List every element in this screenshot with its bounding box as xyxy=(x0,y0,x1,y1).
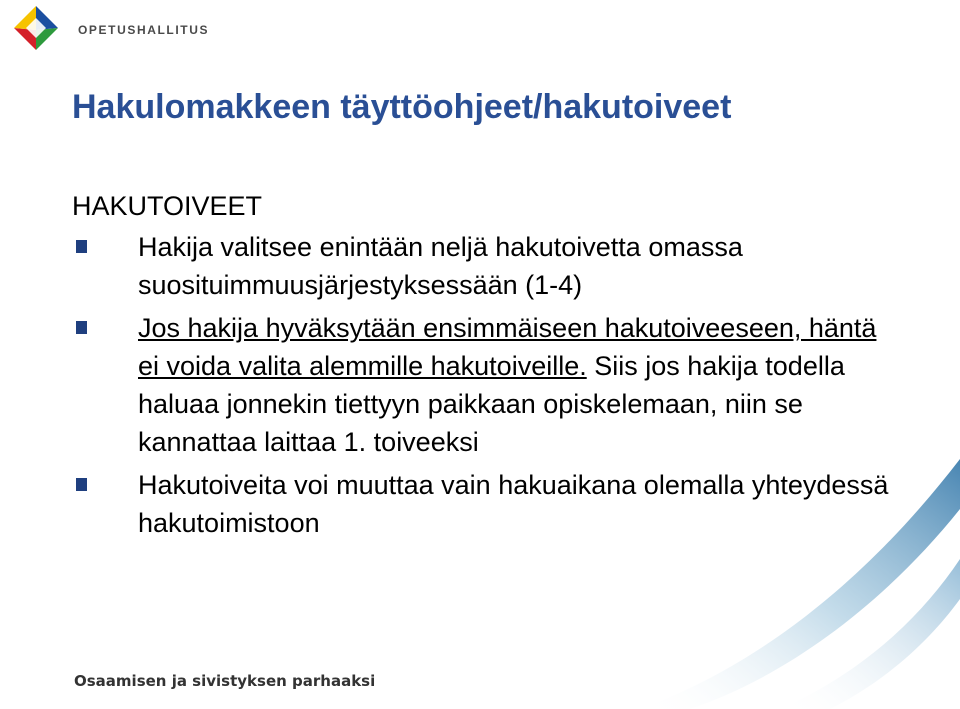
square-bullet-icon xyxy=(76,478,87,491)
list-item xyxy=(72,228,902,304)
bullet-text-underlined: Jos hakija hyväksytään ensimmäiseen hakutoiveeseen, häntä ei voida valita alemmille hakutoiveille. xyxy=(138,313,877,381)
opetushallitus-logo xyxy=(10,4,209,56)
square-bullet-icon xyxy=(76,321,87,334)
slide-title: Hakulomakkeen täyttöohjeet/hakutoiveet xyxy=(72,88,732,126)
bullet-text: Hakija valitsee enintään neljä hakutoivetta omassa suosituimmuusjärjestyksessään (1-4) xyxy=(138,232,743,300)
bullet-text: Hakutoiveita voi muuttaa vain hakuaikana olemalla yhteydessä hakutoimistoon xyxy=(138,470,889,538)
list-item xyxy=(72,309,902,461)
bullet-text-continued: Siis jos hakija todella haluaa jonnekin tiettyyn paikkaan opiskelemaan, niin se kannattaa laittaa 1. toiveeksi xyxy=(138,351,845,457)
square-bullet-icon xyxy=(76,240,87,253)
diamond-logo-icon xyxy=(10,4,62,56)
section-heading: HAKUTOIVEET xyxy=(72,191,263,221)
brand-name: OPETUSHALLITUS xyxy=(78,23,210,37)
decorative-swoosh xyxy=(630,449,960,709)
footer-slogan: Osaamisen ja sivistyksen parhaaksi xyxy=(74,672,376,690)
